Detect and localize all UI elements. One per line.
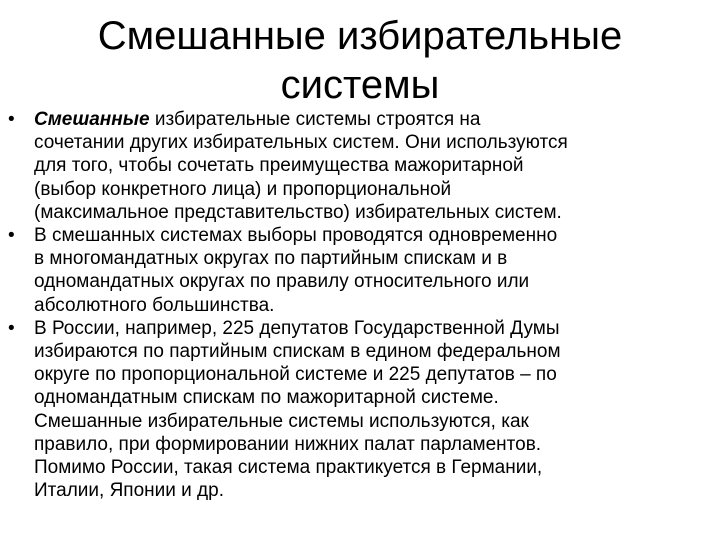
- bullet-line: В смешанных системах выборы проводятся одновременно: [34, 225, 558, 247]
- bullet-line: для того, чтобы сочетать преимущества мажоритарной: [34, 155, 524, 177]
- bullet-line: абсолютного большинства.: [34, 294, 275, 316]
- bullet-line: В России, например, 225 депутатов Государственной Думы: [34, 317, 560, 339]
- bullet-line: округе по пропорциональной системе и 225 депутатов – по: [34, 364, 557, 386]
- bullet-item: [0, 317, 720, 503]
- bullet-line: (выбор конкретного лица) и пропорциональной: [34, 178, 452, 200]
- bullet-marker: •: [8, 225, 15, 247]
- bullet-line: избираются по партийным спискам в едином федеральном: [34, 341, 561, 363]
- bullet-line: одномандатных округах по правилу относительного или: [34, 271, 530, 293]
- bullet-line: [34, 108, 712, 131]
- bullet-line: правило, при формировании нижних палат парламентов.: [34, 433, 542, 455]
- bullet-item: [0, 108, 720, 224]
- emphasis-term: Смешанные: [34, 109, 150, 130]
- bullet-line: Помимо России, такая система практикуется в Германии,: [34, 457, 543, 479]
- bullet-line: в многомандатных округах по партийным спискам и в: [34, 248, 508, 270]
- bullet-line: Италии, Японии и др.: [34, 480, 224, 502]
- bullet-line: (максимальное представительство) избирательных систем.: [34, 201, 562, 223]
- bullet-marker: •: [8, 317, 15, 339]
- slide-title: [40, 12, 680, 110]
- bullet-text: избирательные системы строятся на: [149, 109, 481, 130]
- bullet-item: [0, 224, 720, 317]
- title-line: Смешанные избирательные: [97, 14, 623, 58]
- title-line: системы: [280, 63, 440, 107]
- bullet-list: [0, 108, 720, 502]
- bullet-line: одномандатным спискам по мажоритарной системе.: [34, 387, 499, 409]
- bullet-marker: •: [8, 109, 15, 130]
- bullet-line: Смешанные избирательные системы используются, как: [34, 410, 529, 432]
- bullet-line: сочетании других избирательных систем. Они используются: [34, 132, 568, 154]
